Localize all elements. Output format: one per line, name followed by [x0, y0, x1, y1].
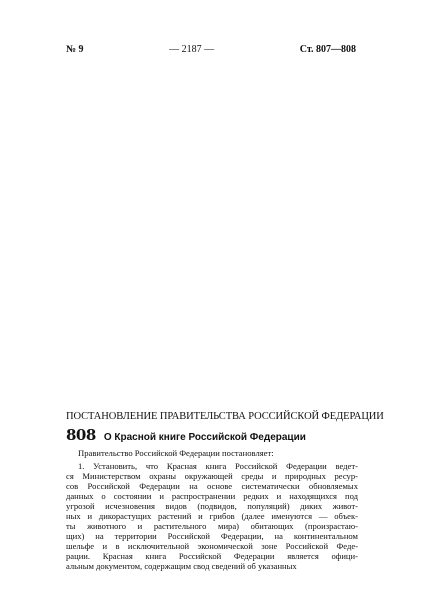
- text-line: угрозой исчезновения видов (подвидов, популяций) диких живот-: [66, 501, 358, 511]
- text-line: ты животного и растительного мира) обитающих (произрастаю-: [66, 521, 358, 531]
- text-line: альным документом, содержащим свод сведений об указанных: [66, 561, 297, 571]
- page-number: — 2187 —: [169, 44, 215, 55]
- decree-preamble: Правительство Российской Федерации постановляет:: [78, 448, 274, 458]
- text-line: 1. Установить, что Красная книга Российской Федерации ведет-: [78, 461, 358, 471]
- text-line: ся Министерством охраны окружающей среды и природных ресур-: [66, 471, 358, 481]
- article-range: Ст. 807—808: [299, 44, 356, 55]
- text-line: шельфе и в исключительной экономической зоне Российской Феде-: [66, 541, 358, 551]
- decree-body: [66, 448, 358, 571]
- decree-number: 808: [66, 426, 96, 444]
- text-line: данных о состоянии и распространении редких и находящихся под: [66, 491, 358, 501]
- decree-heading: ПОСТАНОВЛЕНИЕ ПРАВИТЕЛЬСТВА РОССИЙСКОЙ ФЕДЕРАЦИИ: [66, 411, 384, 422]
- text-line: щих) на территории Российской Федерации, на континентальном: [66, 531, 358, 541]
- decree-title: О Красной книге Российской Федерации: [103, 432, 306, 443]
- issue-number: № 9: [66, 44, 84, 55]
- decree-title-row: [66, 426, 306, 444]
- text-line: рации. Красная книга Российской Федерации является офици-: [66, 551, 358, 561]
- decree-paragraph-1: [66, 461, 358, 571]
- text-line: сов Российской Федерации на основе систематически обновляемых: [66, 481, 358, 491]
- page-header: [66, 44, 356, 55]
- text-line: ных и дикорастущих растений и грибов (далее именуются — объек-: [66, 511, 358, 521]
